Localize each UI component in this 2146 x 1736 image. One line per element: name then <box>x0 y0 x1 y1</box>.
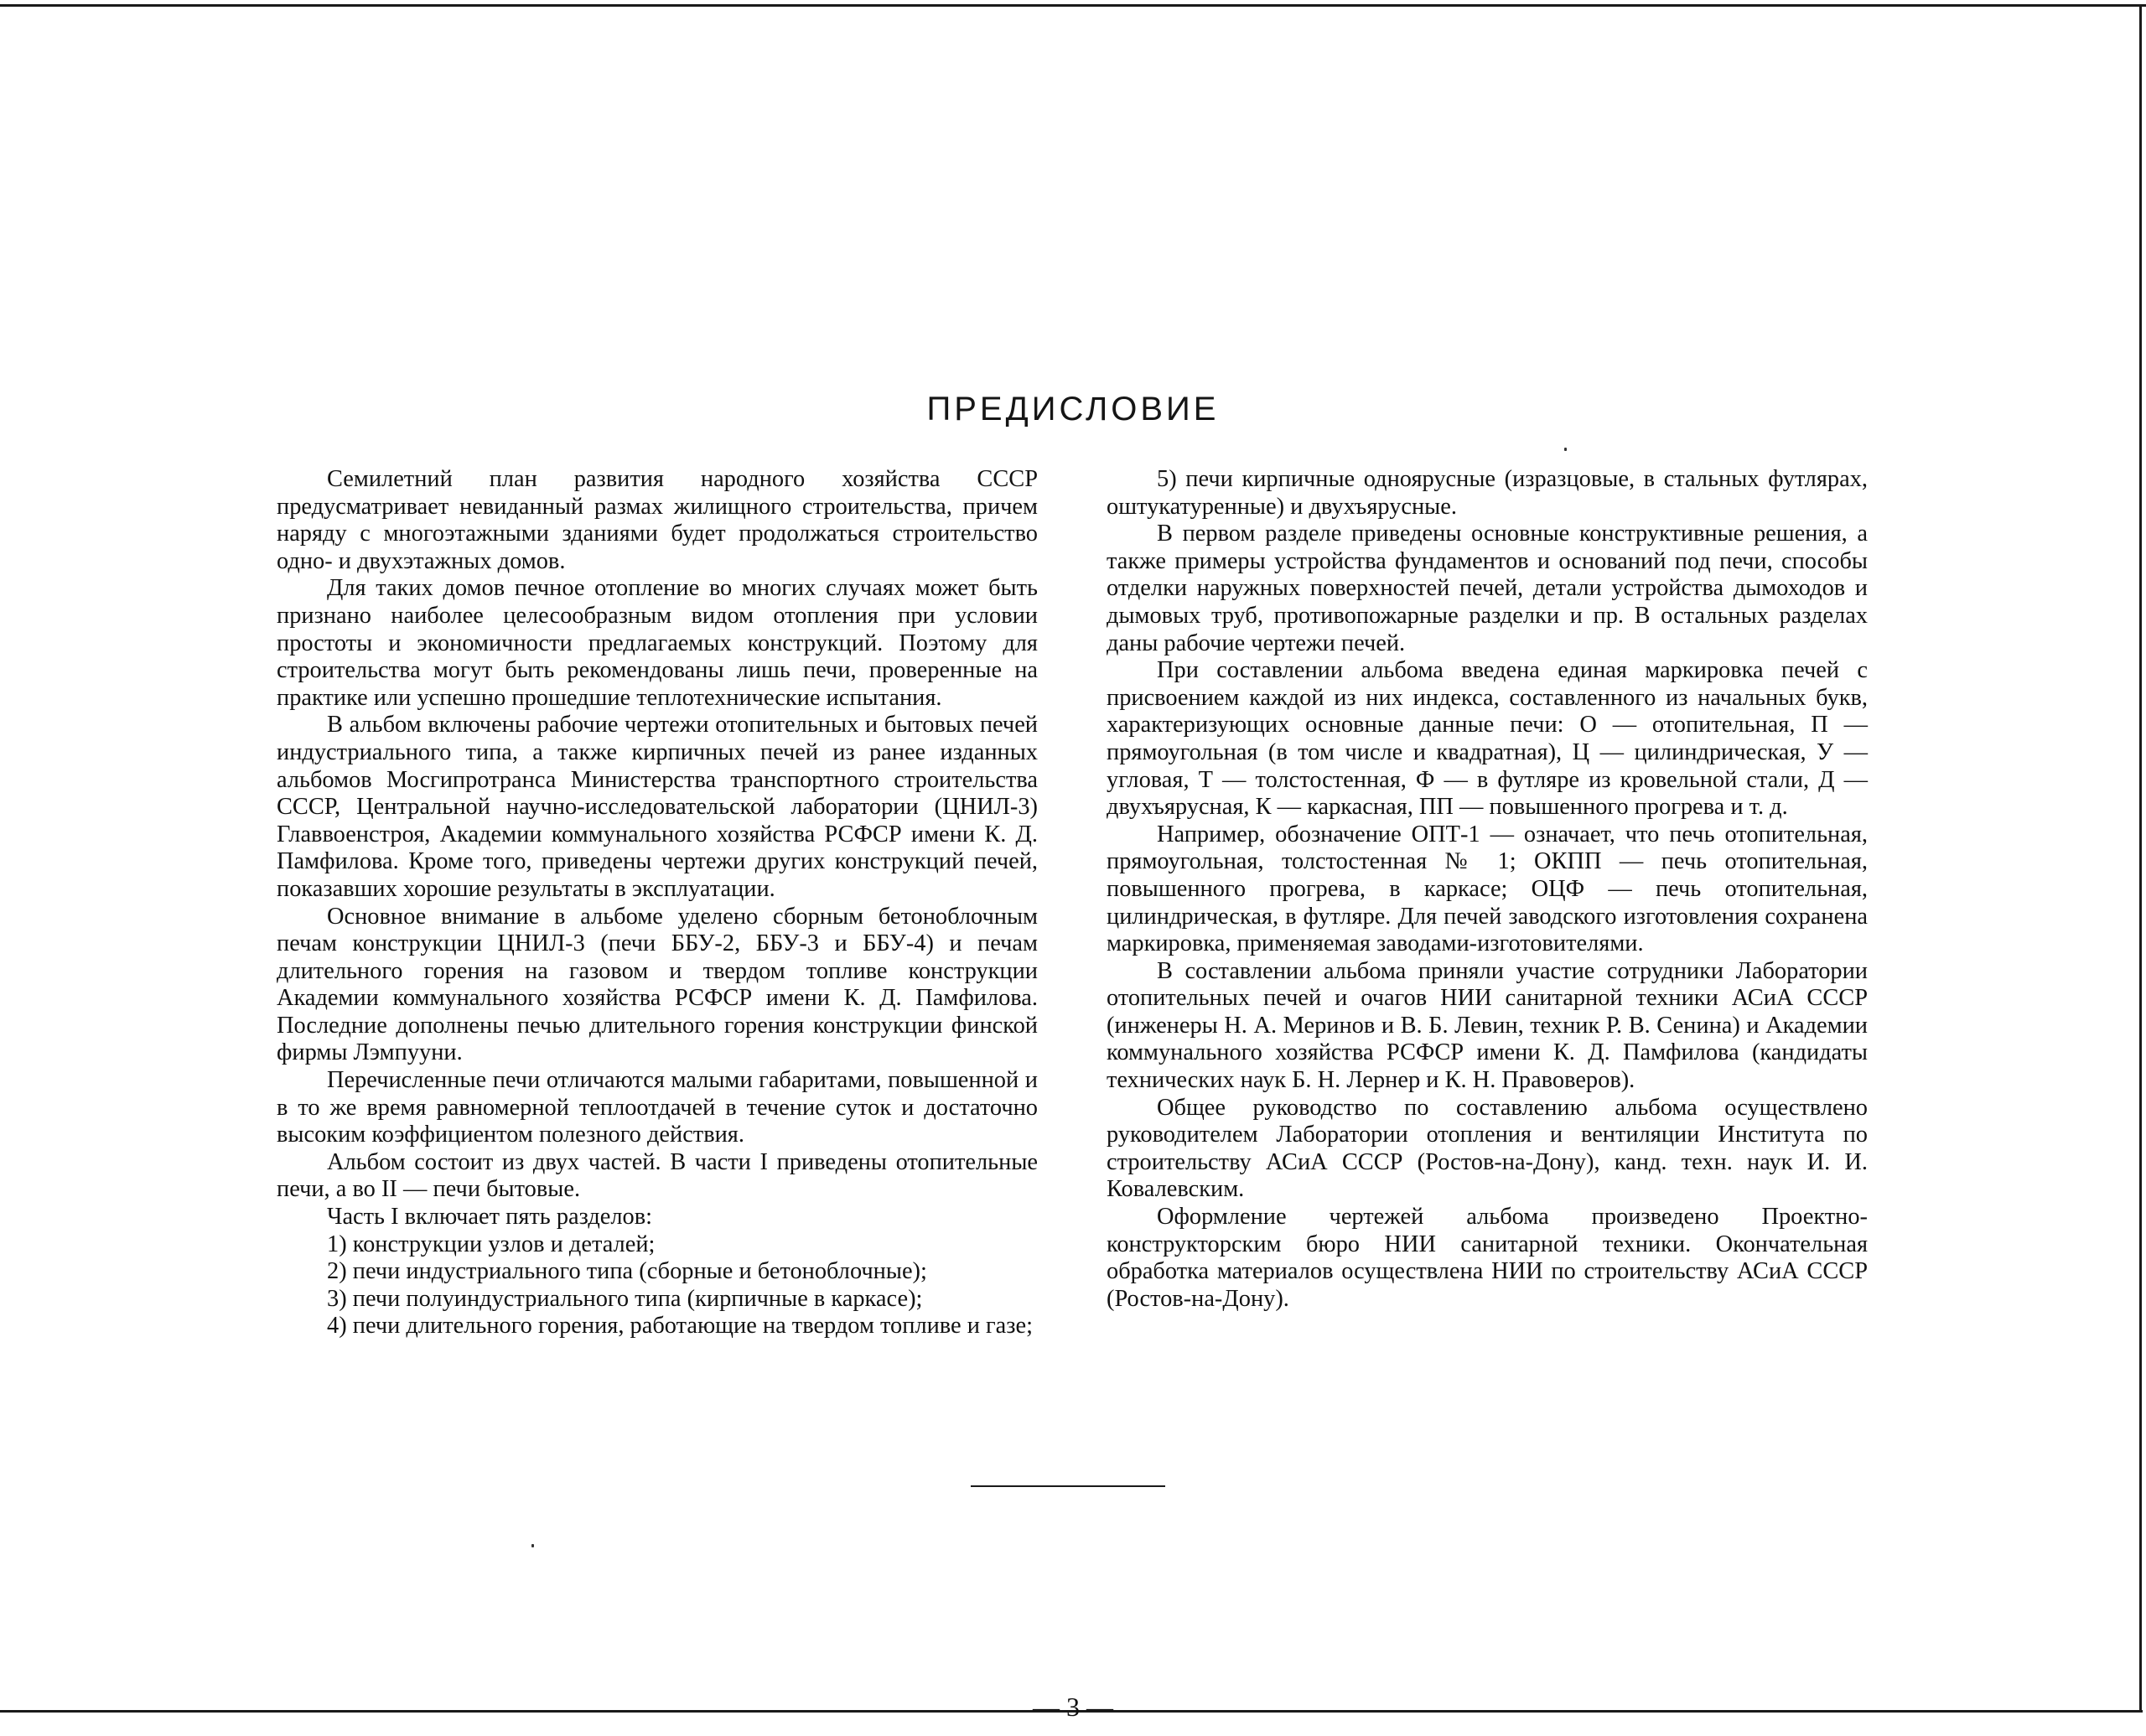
paragraph: Оформление чертежей альбома произведено Проектно-конструкторским бюро НИИ санитарной техники. Окончательная обработка материалов осуществлена НИИ по строительству АСиА СССР (Ростов-на-Дону). <box>1107 1204 1868 1312</box>
list-item: 1) конструкции узлов и деталей; <box>327 1231 656 1257</box>
paragraph: Для таких домов печное отопление во многих случаях может быть признано наиболее целесообразным видом отопления при условии простоты и экономичности предлагаемых конструкций. Поэтому для строительства могут быть рекомендованы лишь печи, проверенные на практике или успешно прошедшие теплотехнические испытания. <box>277 575 1038 711</box>
paragraph: Перечисленные печи отличаются малыми габаритами, повышенной и в то же время равномерной теплоотдачей в течение суток и достаточно высоким коэффициентом полезного действия. <box>277 1067 1038 1148</box>
left-column <box>277 466 1038 1340</box>
paragraph: В составлении альбома приняли участие сотрудники Лаборатории отопительных печей и очагов НИИ санитарной техники АСиА СССР (инженеры Н. А. Меринов и В. Б. Левин, техник Р. В. Сенина) и Академии коммунального хозяйства РСФСР имени К. Д. Памфилова (кандидаты технических наук Б. Н. Лернер и К. Н. Правоверов). <box>1107 957 1868 1094</box>
paragraph: Общее руководство по составлению альбома осуществлено руководителем Лаборатории отопления и вентиляции Института по строительству АСиА СССР (Ростов-на-Дону), канд. техн. наук И. И. Ковалевским. <box>1107 1094 1868 1203</box>
section-divider <box>971 1485 1165 1487</box>
paragraph: В альбом включены рабочие чертежи отопительных и бытовых печей индустриального типа, а также кирпичных печей из ранее изданных альбомов Мосгипротранса Министерства транспортного строительства СССР, Центральной научно-исследовательской лаборатории (ЦНИЛ-3) Главвоенстроя, Академии коммунального хозяйства РСФСР имени К. Д. Памфилова. Кроме того, приведены чертежи других конструкций печей, показавших хорошие результаты в эксплуатации. <box>277 712 1038 902</box>
print-speck <box>1564 448 1567 451</box>
print-speck <box>531 1544 534 1547</box>
page-border-top <box>0 4 2146 7</box>
page-title: ПРЕДИСЛОВИЕ <box>926 391 1220 428</box>
paragraph: При составлении альбома введена единая маркировка печей с присвоением каждой из них индекса, составленного из начальных букв, характеризующих основные данные печи: О — отопительная, П — прямоугольная (в том числе и квадратная), Ц — цилиндрическая, У — угловая, Т — толстостенная, Ф — в футляре из кровельной стали, Д — двухъярусная, К — каркасная, ПП — повышенного прогрева и т. д. <box>1107 657 1868 821</box>
list-item: 4) печи длительного горения, работающие на твердом топливе и газе; <box>327 1313 1033 1340</box>
list-item: 2) печи индустриального типа (сборные и бетоноблочные); <box>327 1258 927 1285</box>
paragraph: Основное внимание в альбоме уделено сборным бетоноблочным печам конструкции ЦНИЛ-3 (печи ББУ-2, ББУ-3 и ББУ-4) и печам длительного горения на газовом и твердом топливе конструкции Академии коммунального хозяйства РСФСР имени К. Д. Памфилова. Последние дополнены печью длительного горения конструкции финской фирмы Лэмпууни. <box>277 903 1038 1066</box>
paragraph: Например, обозначение ОПТ-1 — означает, что печь отопительная, прямоугольная, толстостенная № 1; ОКПП — печь отопительная, повышенного прогрева, в каркасе; ОЦФ — печь отопительная, цилиндрическая, в футляре. Для печей заводского изготовления сохранена маркировка, применяемая заводами-изготовителями. <box>1107 821 1868 957</box>
paragraph: Альбом состоит из двух частей. В части I приведены отопительные печи, а во II — печи бытовые. <box>277 1148 1038 1203</box>
page-border-right <box>2139 4 2142 1710</box>
paragraph: В первом разделе приведены основные конструктивные решения, а также примеры устройства фундаментов и оснований под печи, способы отделки наружных поверхностей печей, детали устройства дымоходов и дымовых труб, противопожарные разделки и пр. В остальных разделах даны рабочие чертежи печей. <box>1107 521 1868 656</box>
paragraph: Часть I включает пять разделов: <box>327 1204 653 1231</box>
right-column <box>1107 466 1868 1313</box>
paragraph: Семилетний план развития народного хозяйства СССР предусматривает невиданный размах жилищного строительства, причем наряду с многоэтажными зданиями будет продолжаться строительство одно- и двухэтажных домов. <box>277 466 1038 574</box>
list-item: 5) печи кирпичные одноярусные (изразцовые, в стальных футлярах, оштукатуренные) и двухъярусные. <box>1107 466 1868 520</box>
page-number: — 3 — <box>1033 1692 1113 1722</box>
list-item: 3) печи полуиндустриального типа (кирпичные в каркасе); <box>327 1285 923 1312</box>
